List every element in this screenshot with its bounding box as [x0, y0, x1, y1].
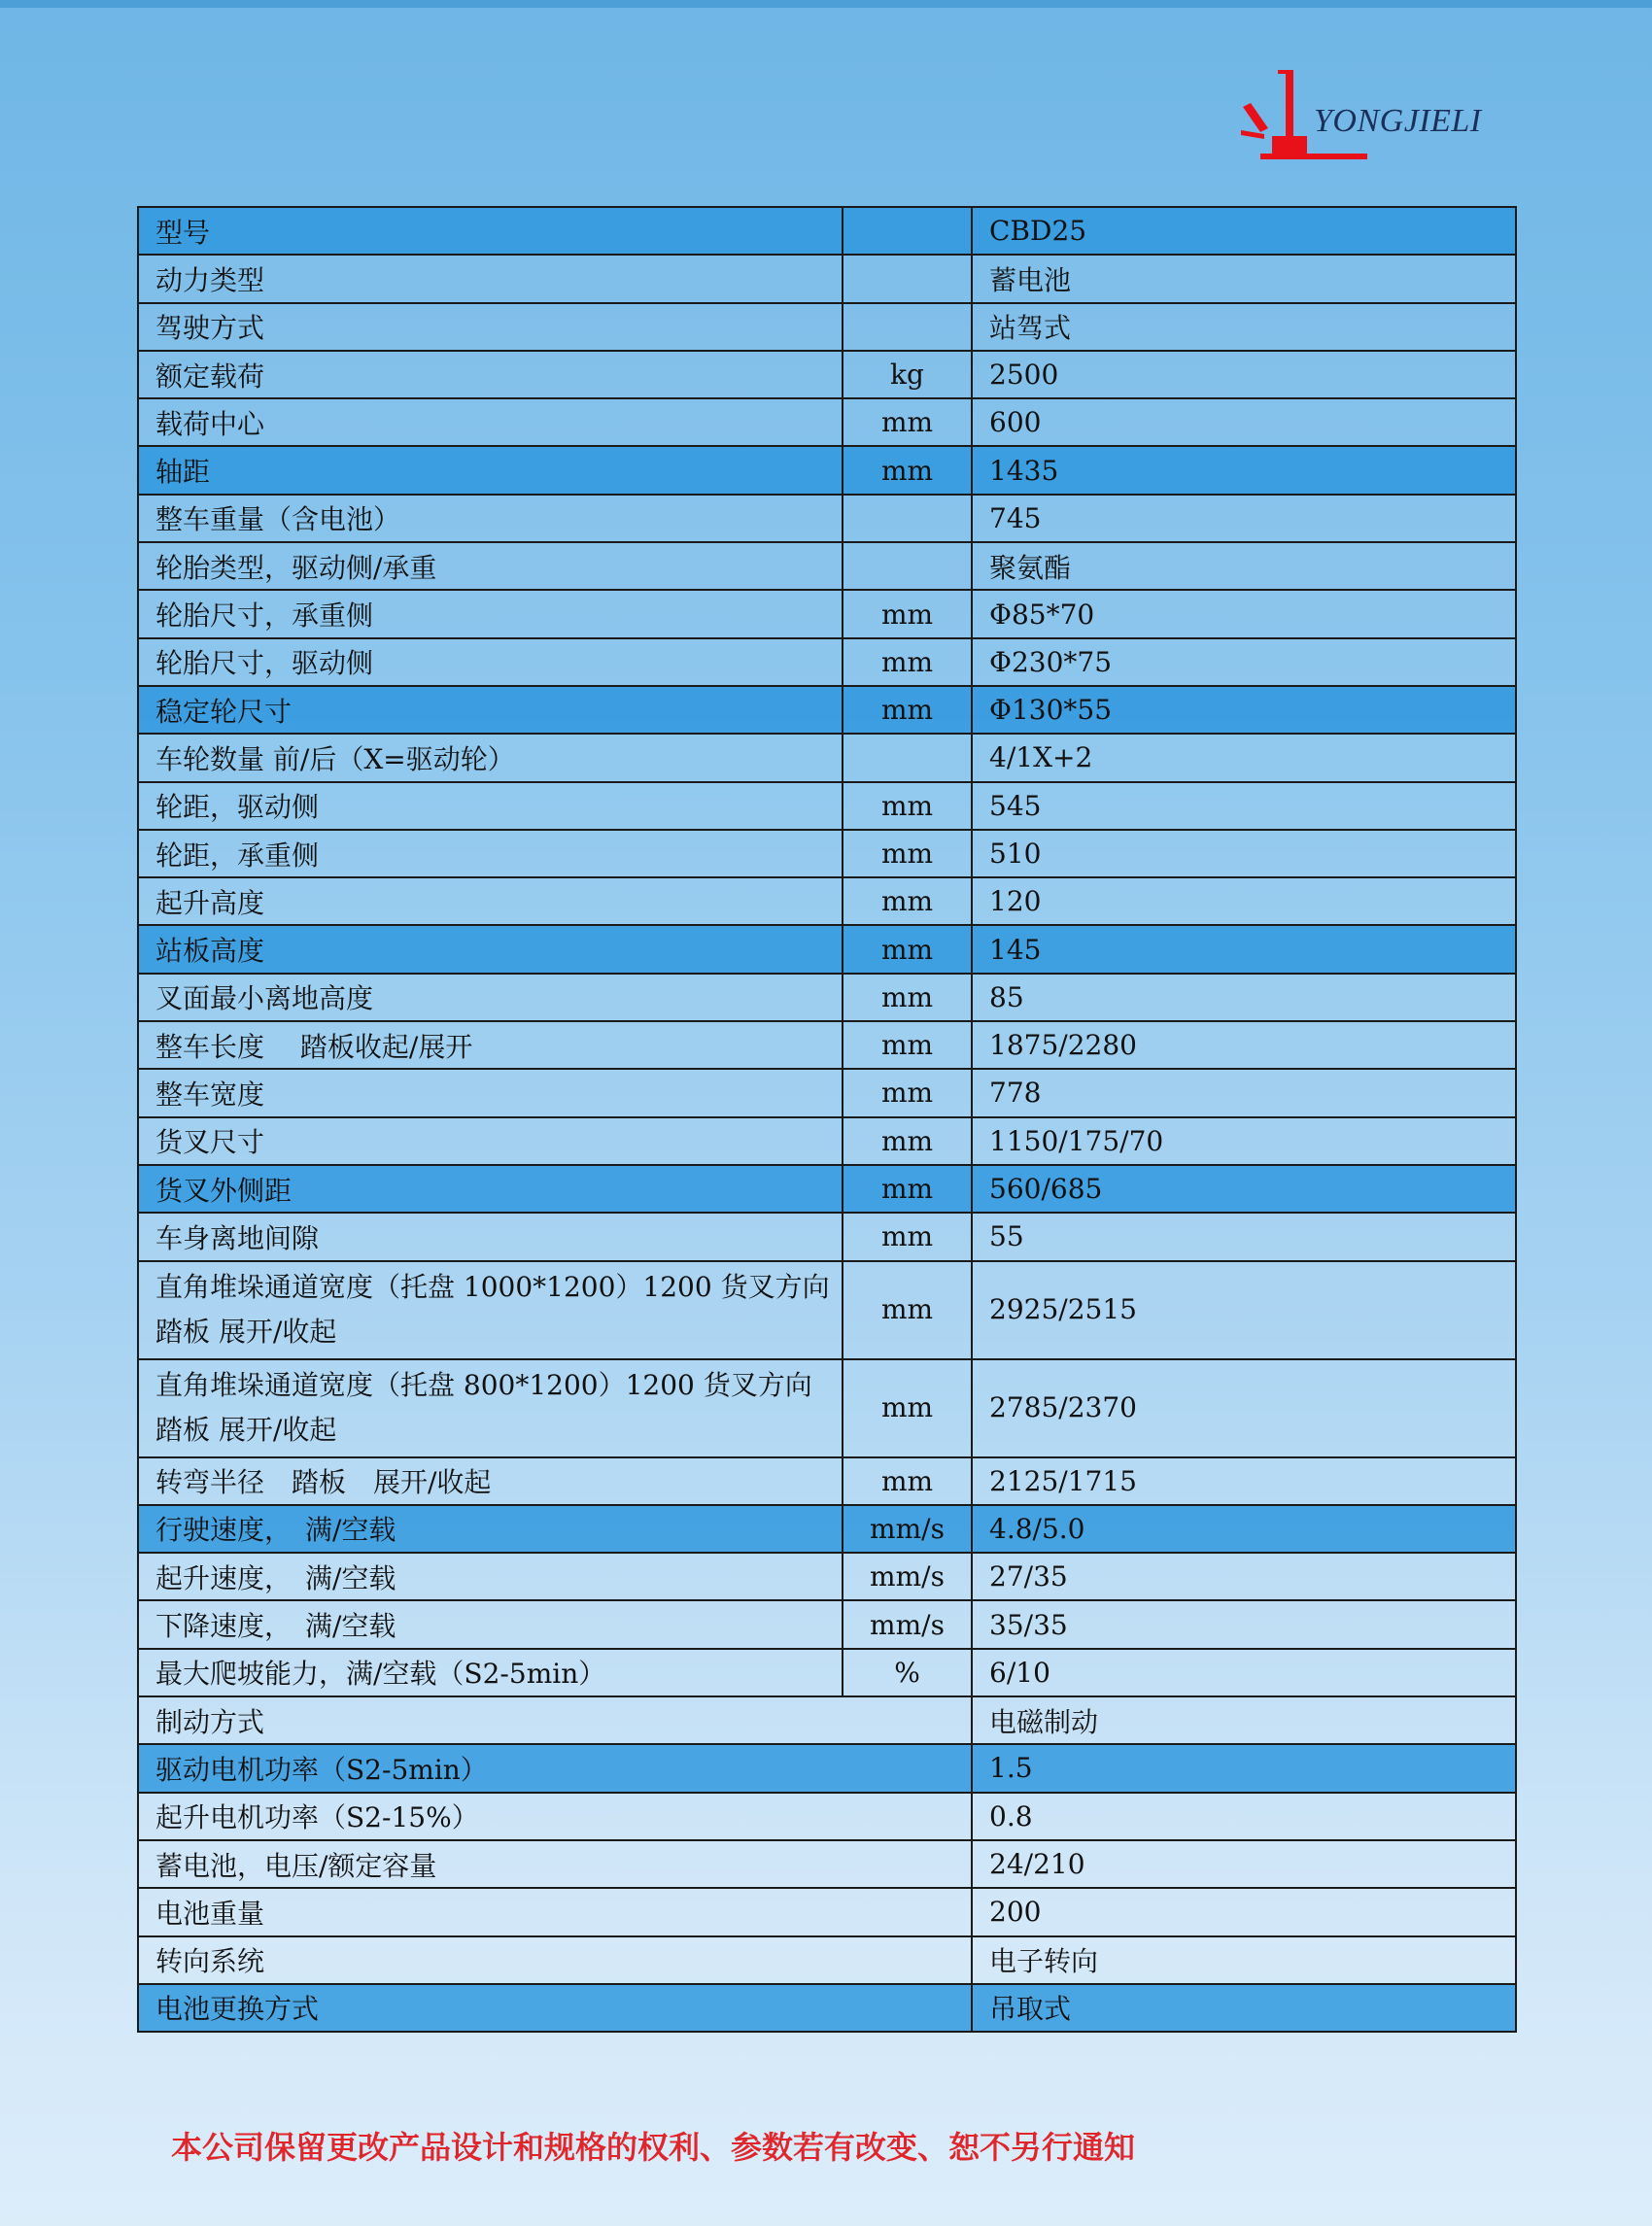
spec-unit: mm: [843, 1021, 972, 1069]
spec-value: 35/35: [972, 1600, 1516, 1648]
disclaimer-notice: 本公司保留更改产品设计和规格的权利、参数若有改变、恕不另行通知: [171, 2129, 1136, 2166]
spec-label: 转弯半径 踏板 展开/收起: [138, 1457, 843, 1505]
spec-unit: mm: [843, 446, 972, 494]
spec-row: [138, 1840, 1516, 1888]
spec-row: [138, 207, 1516, 255]
spec-label: 起升电机功率（S2-15%）: [138, 1793, 972, 1840]
spec-value: Φ230*75: [972, 638, 1516, 686]
spec-value: 4.8/5.0: [972, 1505, 1516, 1553]
spec-unit: [843, 734, 972, 781]
spec-row: [138, 1505, 1516, 1553]
spec-table: [137, 206, 1517, 2033]
spec-value: 聚氨酯: [972, 542, 1516, 590]
spec-label: 整车长度 踏板收起/展开: [138, 1021, 843, 1069]
spec-label: 轮胎尺寸，驱动侧: [138, 638, 843, 686]
spec-label: 轮胎类型，驱动侧/承重: [138, 542, 843, 590]
spec-row: [138, 542, 1516, 590]
spec-label: 站板高度: [138, 925, 843, 973]
spec-unit: mm: [843, 782, 972, 830]
spec-value: 560/685: [972, 1165, 1516, 1213]
spec-unit: mm: [843, 1457, 972, 1505]
spec-value: 27/35: [972, 1553, 1516, 1600]
spec-row: [138, 1457, 1516, 1505]
spec-row: [138, 1021, 1516, 1069]
spec-label: 稳定轮尺寸: [138, 686, 843, 734]
spec-label: 轮胎尺寸，承重侧: [138, 590, 843, 637]
spec-value: 电磁制动: [972, 1696, 1516, 1744]
spec-value: 2500: [972, 351, 1516, 398]
spec-label: 轮距，驱动侧: [138, 782, 843, 830]
spec-label: 直角堆垛通道宽度（托盘 800*1200）1200 货叉方向 踏板 展开/收起: [138, 1359, 843, 1457]
spec-unit: mm: [843, 877, 972, 925]
spec-unit: [843, 495, 972, 542]
spec-value: 120: [972, 877, 1516, 925]
spec-value: 745: [972, 495, 1516, 542]
spec-unit: mm: [843, 1165, 972, 1213]
spec-row: [138, 398, 1516, 446]
spec-value: 4/1X+2: [972, 734, 1516, 781]
spec-label: 轴距: [138, 446, 843, 494]
spec-value: 85: [972, 974, 1516, 1021]
spec-value: Φ85*70: [972, 590, 1516, 637]
spec-label: 蓄电池，电压/额定容量: [138, 1840, 972, 1888]
spec-value: 蓄电池: [972, 255, 1516, 302]
spec-row: [138, 782, 1516, 830]
spec-unit: mm: [843, 1069, 972, 1116]
spec-value: 55: [972, 1213, 1516, 1260]
spec-label: 额定载荷: [138, 351, 843, 398]
spec-unit: mm: [843, 398, 972, 446]
spec-value: 200: [972, 1888, 1516, 1935]
spec-label: 轮距，承重侧: [138, 830, 843, 877]
spec-table-body: [138, 207, 1516, 2032]
spec-value: 545: [972, 782, 1516, 830]
spec-row: [138, 1359, 1516, 1457]
top-strip: [0, 0, 1652, 8]
spec-unit: mm: [843, 686, 972, 734]
spec-row: [138, 255, 1516, 302]
spec-unit: mm/s: [843, 1600, 972, 1648]
spec-unit: mm: [843, 638, 972, 686]
spec-unit: [843, 255, 972, 302]
spec-unit: mm: [843, 830, 972, 877]
spec-value: 2785/2370: [972, 1359, 1516, 1457]
spec-row: [138, 1696, 1516, 1744]
spec-value: 1875/2280: [972, 1021, 1516, 1069]
spec-label: 驱动电机功率（S2-5min）: [138, 1744, 972, 1792]
spec-value: 站驾式: [972, 303, 1516, 351]
spec-label: 起升速度， 满/空载: [138, 1553, 843, 1600]
spec-unit: [843, 207, 972, 255]
spec-row: [138, 686, 1516, 734]
spec-value: 2125/1715: [972, 1457, 1516, 1505]
spec-label: 货叉外侧距: [138, 1165, 843, 1213]
spec-row: [138, 925, 1516, 973]
spec-value: 6/10: [972, 1649, 1516, 1696]
spec-row: [138, 1649, 1516, 1696]
spec-unit: mm: [843, 590, 972, 637]
spec-label: 最大爬坡能力，满/空载（S2-5min）: [138, 1649, 843, 1696]
spec-label: 车轮数量 前/后（X=驱动轮）: [138, 734, 843, 781]
spec-unit: mm/s: [843, 1505, 972, 1553]
spec-row: [138, 1261, 1516, 1359]
spec-value: 1.5: [972, 1744, 1516, 1792]
spec-label: 驾驶方式: [138, 303, 843, 351]
spec-unit: mm/s: [843, 1553, 972, 1600]
spec-label: 转向系统: [138, 1936, 972, 1984]
spec-label: 电池重量: [138, 1888, 972, 1935]
spec-value: 600: [972, 398, 1516, 446]
spec-value: 778: [972, 1069, 1516, 1116]
spec-row: [138, 830, 1516, 877]
spec-label: 车身离地间隙: [138, 1213, 843, 1260]
spec-value: 24/210: [972, 1840, 1516, 1888]
spec-value: 电子转向: [972, 1936, 1516, 1984]
spec-label: 起升高度: [138, 877, 843, 925]
spec-row: [138, 1793, 1516, 1840]
spec-unit: mm: [843, 1359, 972, 1457]
spec-row: [138, 351, 1516, 398]
spec-unit: mm: [843, 1213, 972, 1260]
brand-logo-text: YONGJIELI: [1314, 103, 1482, 139]
spec-row: [138, 1984, 1516, 2032]
spec-row: [138, 1069, 1516, 1116]
spec-row: [138, 590, 1516, 637]
spec-row: [138, 1888, 1516, 1935]
spec-unit: mm: [843, 925, 972, 973]
spec-value: 510: [972, 830, 1516, 877]
spec-row: [138, 974, 1516, 1021]
spec-label: 整车宽度: [138, 1069, 843, 1116]
spec-label: 行驶速度， 满/空载: [138, 1505, 843, 1553]
spec-unit: mm: [843, 1261, 972, 1359]
spec-value: 0.8: [972, 1793, 1516, 1840]
spec-row: [138, 1936, 1516, 1984]
spec-row: [138, 495, 1516, 542]
spec-unit: [843, 303, 972, 351]
spec-row: [138, 877, 1516, 925]
spec-value: 吊取式: [972, 1984, 1516, 2032]
spec-unit: mm: [843, 974, 972, 1021]
spec-label: 下降速度， 满/空载: [138, 1600, 843, 1648]
spec-label: 动力类型: [138, 255, 843, 302]
spec-row: [138, 1553, 1516, 1600]
spec-row: [138, 1165, 1516, 1213]
spec-row: [138, 638, 1516, 686]
spec-row: [138, 1600, 1516, 1648]
spec-value: 1435: [972, 446, 1516, 494]
spec-row: [138, 1744, 1516, 1792]
spec-value: 145: [972, 925, 1516, 973]
spec-unit: [843, 542, 972, 590]
spec-unit: kg: [843, 351, 972, 398]
spec-label: 电池更换方式: [138, 1984, 972, 2032]
brand-logo: [1239, 68, 1492, 175]
spec-value: CBD25: [972, 207, 1516, 255]
spec-label: 叉面最小离地高度: [138, 974, 843, 1021]
spec-row: [138, 1213, 1516, 1260]
spec-value: 2925/2515: [972, 1261, 1516, 1359]
spec-row: [138, 446, 1516, 494]
spec-label: 整车重量（含电池）: [138, 495, 843, 542]
spec-row: [138, 734, 1516, 781]
spec-label: 直角堆垛通道宽度（托盘 1000*1200）1200 货叉方向 踏板 展开/收起: [138, 1261, 843, 1359]
spec-label: 制动方式: [138, 1696, 972, 1744]
spec-row: [138, 1117, 1516, 1165]
spec-value: 1150/175/70: [972, 1117, 1516, 1165]
spec-unit: mm: [843, 1117, 972, 1165]
spec-label: 型号: [138, 207, 843, 255]
spec-unit: %: [843, 1649, 972, 1696]
spec-label: 载荷中心: [138, 398, 843, 446]
spec-value: Φ130*55: [972, 686, 1516, 734]
spec-row: [138, 303, 1516, 351]
spec-label: 货叉尺寸: [138, 1117, 843, 1165]
